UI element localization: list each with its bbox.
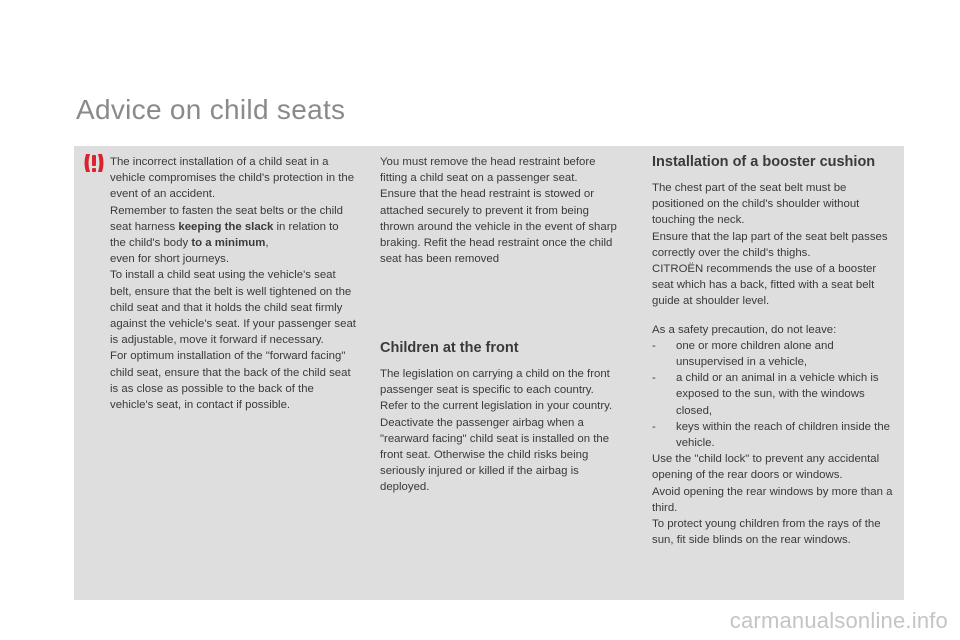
column-1 [110, 154, 356, 413]
incorrect-installation-paragraph: The incorrect installation of a child seat in a vehicle compromises the child's protection in the event of an accident. Remember to fasten the seat belts or the child seat harness keeping the slack in relation to the child's body to a minimum, even for short journeys. To install a child seat using the vehicle's seat belt, ensure that the belt is well tightened on the child seat and that it holds the child seat firmly against the vehicle's seat. If your passenger seat is adjustable, move it forward if necessary. For optimum installation of the "forward facing" child seat, ensure that the back of the child seat is as close as possible to the back of the vehicle's seat, in contact if possible. [110, 156, 356, 412]
warning-exclamation-icon [82, 152, 106, 174]
list-item: - one or more children alone and unsupervised in a vehicle, [652, 338, 900, 370]
booster-cushion-paragraph: The chest part of the seat belt must be positioned on the child's shoulder without touching the neck. Ensure that the lap part of the seat belt passes correctly over the child's thighs. CITROËN recommends the use of a booster seat which has a back, fitted with a seat belt guide at shoulder level. [652, 182, 888, 308]
page-title: Advice on child seats [76, 94, 346, 125]
children-front-paragraph: The legislation on carrying a child on the front passenger seat is specific to each country. Refer to the current legislation in your country. Deactivate the passenger airbag when a "rearward facing" child seat is installed on the front seat. Otherwise the child risks being seriously injured or killed if the airbag is deployed. [380, 368, 613, 494]
children-front-heading: Children at the front [380, 340, 519, 356]
safety-list [652, 338, 900, 451]
booster-cushion-heading: Installation of a booster cushion [652, 154, 876, 170]
safety-outro-paragraph: Use the "child lock" to prevent any accidental opening of the rear doors or windows. Avoid opening the rear windows by more than a third. To protect young children from the rays of the sun, fit side blinds on the rear windows. [652, 453, 893, 547]
content-panel [74, 146, 904, 600]
column-2 [380, 154, 624, 494]
list-item: - a child or an animal in a vehicle which is exposed to the sun, with the windows closed, [652, 370, 900, 419]
head-restraint-paragraph: You must remove the head restraint before fitting a child seat on a passenger seat. Ensure that the head restraint is stowed or attached securely to prevent it from being thrown around the vehicle in the event of sharp braking. Refit the head restraint once the child seat has been removed [380, 156, 617, 266]
watermark: carmanualsonline.info [729, 608, 948, 633]
safety-intro: As a safety precaution, do not leave: [652, 323, 837, 336]
column-3 [652, 154, 900, 548]
list-item: - keys within the reach of children inside the vehicle. [652, 419, 900, 451]
